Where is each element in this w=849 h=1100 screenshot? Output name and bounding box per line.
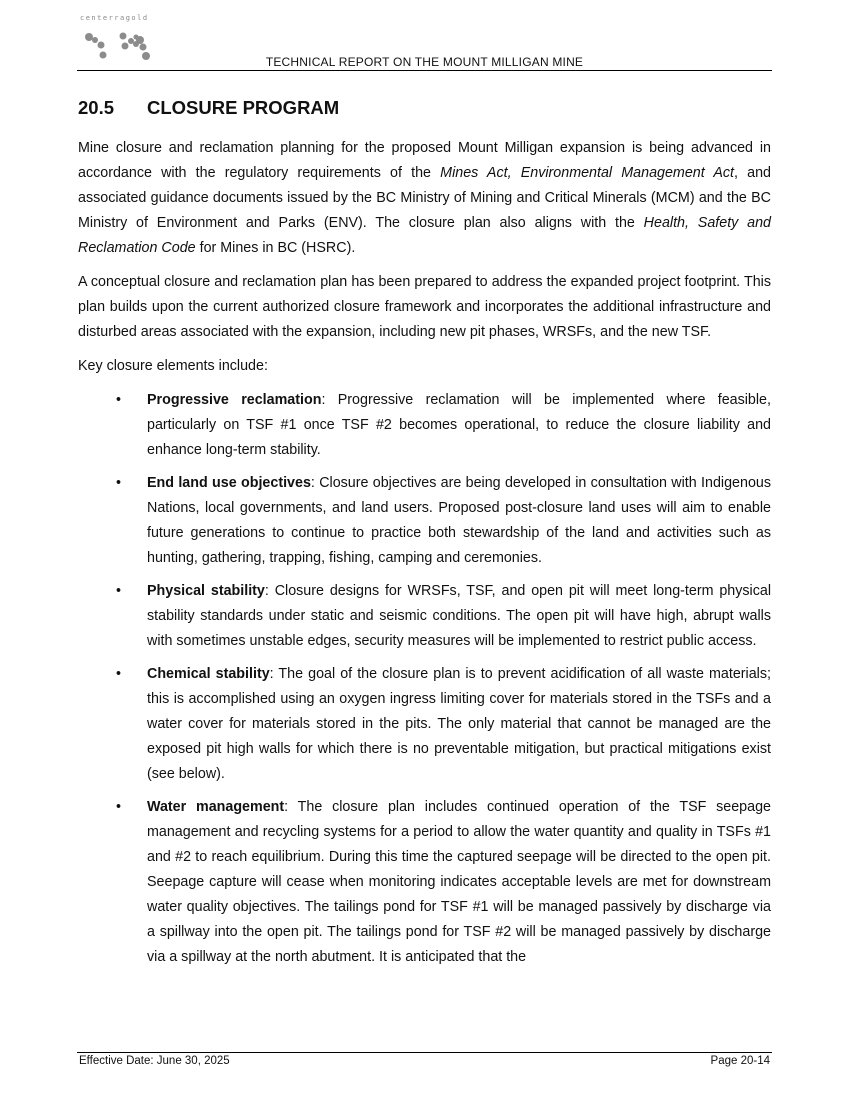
bullet-icon: • bbox=[116, 799, 122, 815]
bullet-icon: • bbox=[116, 392, 122, 408]
text-run: , and associated guidance documents issued by the BC Ministry of Mining and Critical Minerals (MCM) and the BC Ministry of Environment and Parks (ENV). The closure plan also aligns with the bbox=[78, 165, 771, 231]
list-item-term: Physical stability bbox=[147, 583, 265, 599]
list-item-text: : Closure objectives are being developed in consultation with Indigenous Nations, local governments, and land users. Proposed post-closure land uses will aim to enable future generations to continue to practice both stewardship of the land and activities such as hunting, gathering, trapping, fishing, camping and ceremonies. bbox=[147, 475, 771, 566]
list-item-text: : The goal of the closure plan is to prevent acidification of all waste materials; this is accomplished using an oxygen ingress limiting cover for materials stored in the TSFs and a water cover for materials stored in the pits. The only material that cannot be managed are the exposed pit high walls for which there is no preventable mitigation, but practical mitigations exist (see below). bbox=[147, 666, 771, 782]
text-run: for Mines in BC (HSRC). bbox=[195, 240, 356, 256]
bullet-icon: • bbox=[116, 583, 122, 599]
italic-acts: Mines Act, Environmental Management Act bbox=[440, 165, 734, 181]
paragraph-key-elements: Key closure elements include: bbox=[78, 358, 268, 374]
list-item-physical-stability bbox=[116, 579, 771, 654]
header-rule bbox=[77, 70, 772, 71]
list-item-water-management bbox=[116, 795, 771, 970]
list-item-term: Progressive reclamation bbox=[147, 392, 322, 408]
list-item-end-land-use bbox=[116, 471, 771, 571]
page-content bbox=[78, 97, 771, 978]
list-item-chemical-stability bbox=[116, 662, 771, 787]
list-item-term: Water management bbox=[147, 799, 285, 815]
footer-rule bbox=[77, 1052, 772, 1053]
effective-date: Effective Date: June 30, 2025 bbox=[79, 1055, 230, 1067]
list-item-text: : Progressive reclamation will be implemented where feasible, particularly on TSF #1 once TSF #2 becomes operational, to reduce the closure liability and enhance long-term stability. bbox=[147, 392, 771, 458]
list-item-text: : Closure designs for WRSFs, TSF, and open pit will meet long-term physical stability standards under static and seismic conditions. The open pit will have high, abrupt walls with sometimes unstable edges, security measures will be implemented to restrict public access. bbox=[147, 583, 771, 649]
list-item-term: Chemical stability bbox=[147, 666, 270, 682]
page-number: Page 20-14 bbox=[710, 1055, 770, 1067]
section-number: 20.5 bbox=[78, 97, 115, 118]
paragraph-intro bbox=[78, 136, 771, 261]
section-heading bbox=[78, 97, 771, 119]
text-run: Mine closure and reclamation planning for the proposed Mount Milligan expansion is being advanced in accordance with the regulatory requirements of the bbox=[78, 140, 771, 181]
list-item-progressive-reclamation bbox=[116, 388, 771, 463]
section-title: CLOSURE PROGRAM bbox=[147, 97, 340, 118]
bullet-icon: • bbox=[116, 666, 122, 682]
list-item-text: : The closure plan includes continued operation of the TSF seepage management and recycling systems for a period to allow the water quantity and quality in TSFs #1 and #2 to reach equilibrium. During this time the captured seepage will be directed to the open pit. Seepage capture will cease when monitoring indicates acceptable levels are met for downstream water quality objectives. The tailings pond for TSF #1 will be managed passively by discharge via a spillway into the open pit. The tailings pond for TSF #2 will be managed passively by discharge via a spillway at the north abutment. It is anticipated that the bbox=[147, 799, 771, 965]
logo-wordmark: centerragold bbox=[80, 14, 149, 22]
paragraph-conceptual-plan: A conceptual closure and reclamation plan has been prepared to address the expanded project footprint. This plan builds upon the current authorized closure framework and incorporates the additional infrastructure and disturbed areas associated with the expansion, including new pit phases, WRSFs, and the new TSF. bbox=[78, 274, 771, 340]
report-title: TECHNICAL REPORT ON THE MOUNT MILLIGAN MINE bbox=[265, 55, 584, 69]
closure-elements-list bbox=[78, 388, 771, 970]
italic-code: Health, Safety and Reclamation Code bbox=[78, 215, 771, 256]
list-item-term: End land use objectives bbox=[147, 475, 311, 491]
bullet-icon: • bbox=[116, 475, 122, 491]
